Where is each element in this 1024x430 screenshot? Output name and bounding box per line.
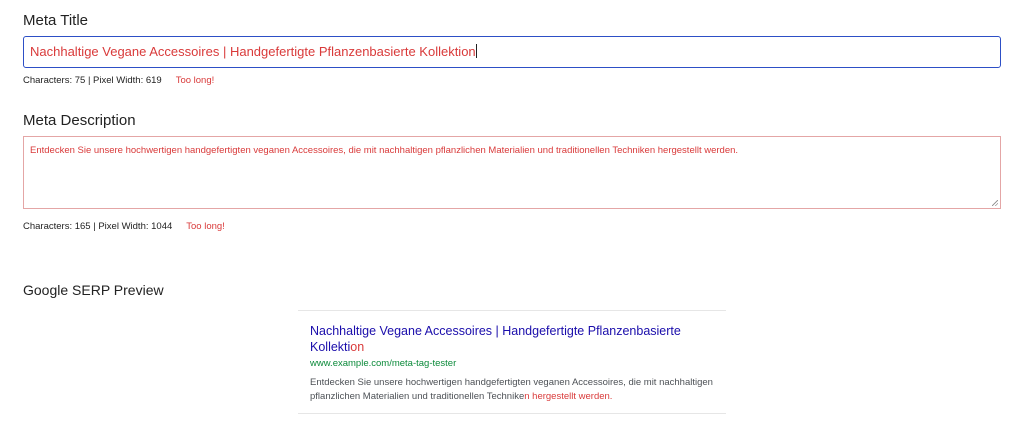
resize-handle-icon[interactable]: [992, 200, 998, 206]
serp-title[interactable]: [310, 323, 714, 355]
serp-title-fit: Nachhaltige Vegane Accessoires | Handgefertigte Pflanzenbasierte Kollekti: [310, 324, 681, 354]
meta-title-input[interactable]: [23, 36, 1001, 68]
meta-description-stats: Characters: 165 | Pixel Width: 1044: [23, 221, 173, 232]
meta-title-value: Nachhaltige Vegane Accessoires | Handgefertigte Pflanzenbasierte Kollektion: [30, 44, 476, 59]
serp-url: www.example.com/meta-tag-tester: [310, 358, 457, 369]
meta-description-warning: Too long!: [186, 221, 225, 232]
meta-title-label: Meta Title: [23, 12, 89, 29]
meta-description-stats-row: [23, 221, 225, 232]
serp-preview-label: Google SERP Preview: [23, 282, 164, 298]
meta-description-textarea[interactable]: [23, 136, 1001, 209]
meta-title-warning: Too long!: [175, 75, 215, 86]
text-caret: [476, 44, 477, 58]
meta-description-label: Meta Description: [23, 112, 136, 129]
serp-preview-card: [298, 310, 726, 414]
meta-description-value: Entdecken Sie unsere hochwertigen handgefertigten veganen Accessoires, die mit nachhaltigen pflanzlichen Materialien und traditionellen Techniken hergestellt werden.: [30, 145, 739, 156]
serp-description-fit: Entdecken Sie unsere hochwertigen handgefertigten veganen Accessoires, die mit nachhaltigen pflanzlichen Materialien und traditionellen Technike: [310, 377, 713, 402]
meta-title-stats-row: [23, 75, 214, 86]
meta-title-stats: Characters: 75 | Pixel Width: 619: [23, 75, 162, 86]
serp-description-overflow: n hergestellt werden.: [524, 391, 613, 402]
serp-description: [310, 376, 714, 404]
serp-title-overflow: on: [350, 340, 365, 354]
